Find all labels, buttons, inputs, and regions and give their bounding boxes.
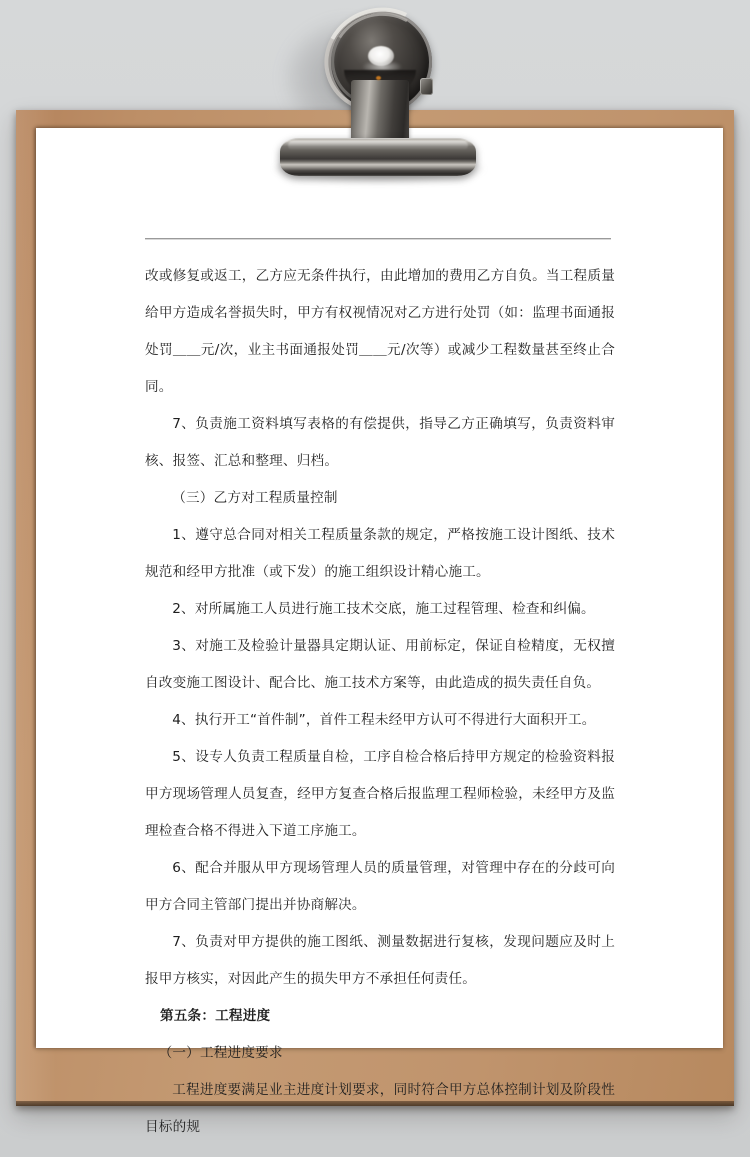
document-paragraph: 工程进度要满足业主进度计划要求，同时符合甲方总体控制计划及阶段性目标的规: [145, 1082, 615, 1135]
document-section-heading: 第五条：工程进度: [159, 1008, 271, 1024]
document-paragraph: 4、执行开工“首件制”，首件工程未经甲方认可不得进行大面积开工。: [172, 712, 596, 728]
document-paragraph: 改或修复或返工，乙方应无条件执行，由此增加的费用乙方自负。当工程质量给甲方造成名誉损失时，甲方有权视情况对乙方进行处罚（如：监理书面通报处罚＿＿元/次，业主书面通报处罚＿＿元/次等）或减少工程数量甚至终止合同。: [145, 268, 615, 395]
document-paragraph: 2、对所属施工人员进行施工技术交底，施工过程管理、检查和纠偏。: [172, 601, 595, 617]
document-paper-sheet: [36, 128, 723, 1135]
document-text-body: [145, 238, 615, 1146]
document-paragraph: 1、遵守总合同对相关工程质量条款的规定，严格按施工设计图纸、技术规范和经甲方批准（或下发）的施工组织设计精心施工。: [145, 527, 615, 580]
document-paragraph: 6、配合并服从甲方现场管理人员的质量管理，对管理中存在的分歧可向甲方合同主管部门提出并协商解决。: [145, 860, 615, 913]
document-paragraph: 5、设专人负责工程质量自检，工序自检合格后持甲方规定的检验资料报甲方现场管理人员复查，经甲方复查合格后报监理工程师检验，未经甲方及监理检查合格不得进入下道工序施工。: [145, 749, 615, 839]
document-paragraph: 3、对施工及检验计量器具定期认证、用前标定，保证自检精度，无权擅自改变施工图设计、配合比、施工技术方案等，由此造成的损失责任自负。: [145, 638, 615, 691]
document-paragraph: 7、负责对甲方提供的施工图纸、测量数据进行复核，发现问题应及时上报甲方核实，对因此产生的损失甲方不承担任何责任。: [145, 934, 615, 987]
header-horizontal-rule: [145, 238, 611, 240]
document-paragraph: （三）乙方对工程质量控制: [172, 490, 338, 506]
document-paragraph: 7、负责施工资料填写表格的有偿提供，指导乙方正确填写，负责资料审核、报签、汇总和整理、归档。: [145, 416, 615, 469]
document-paragraph: （一）工程进度要求: [158, 1045, 283, 1061]
